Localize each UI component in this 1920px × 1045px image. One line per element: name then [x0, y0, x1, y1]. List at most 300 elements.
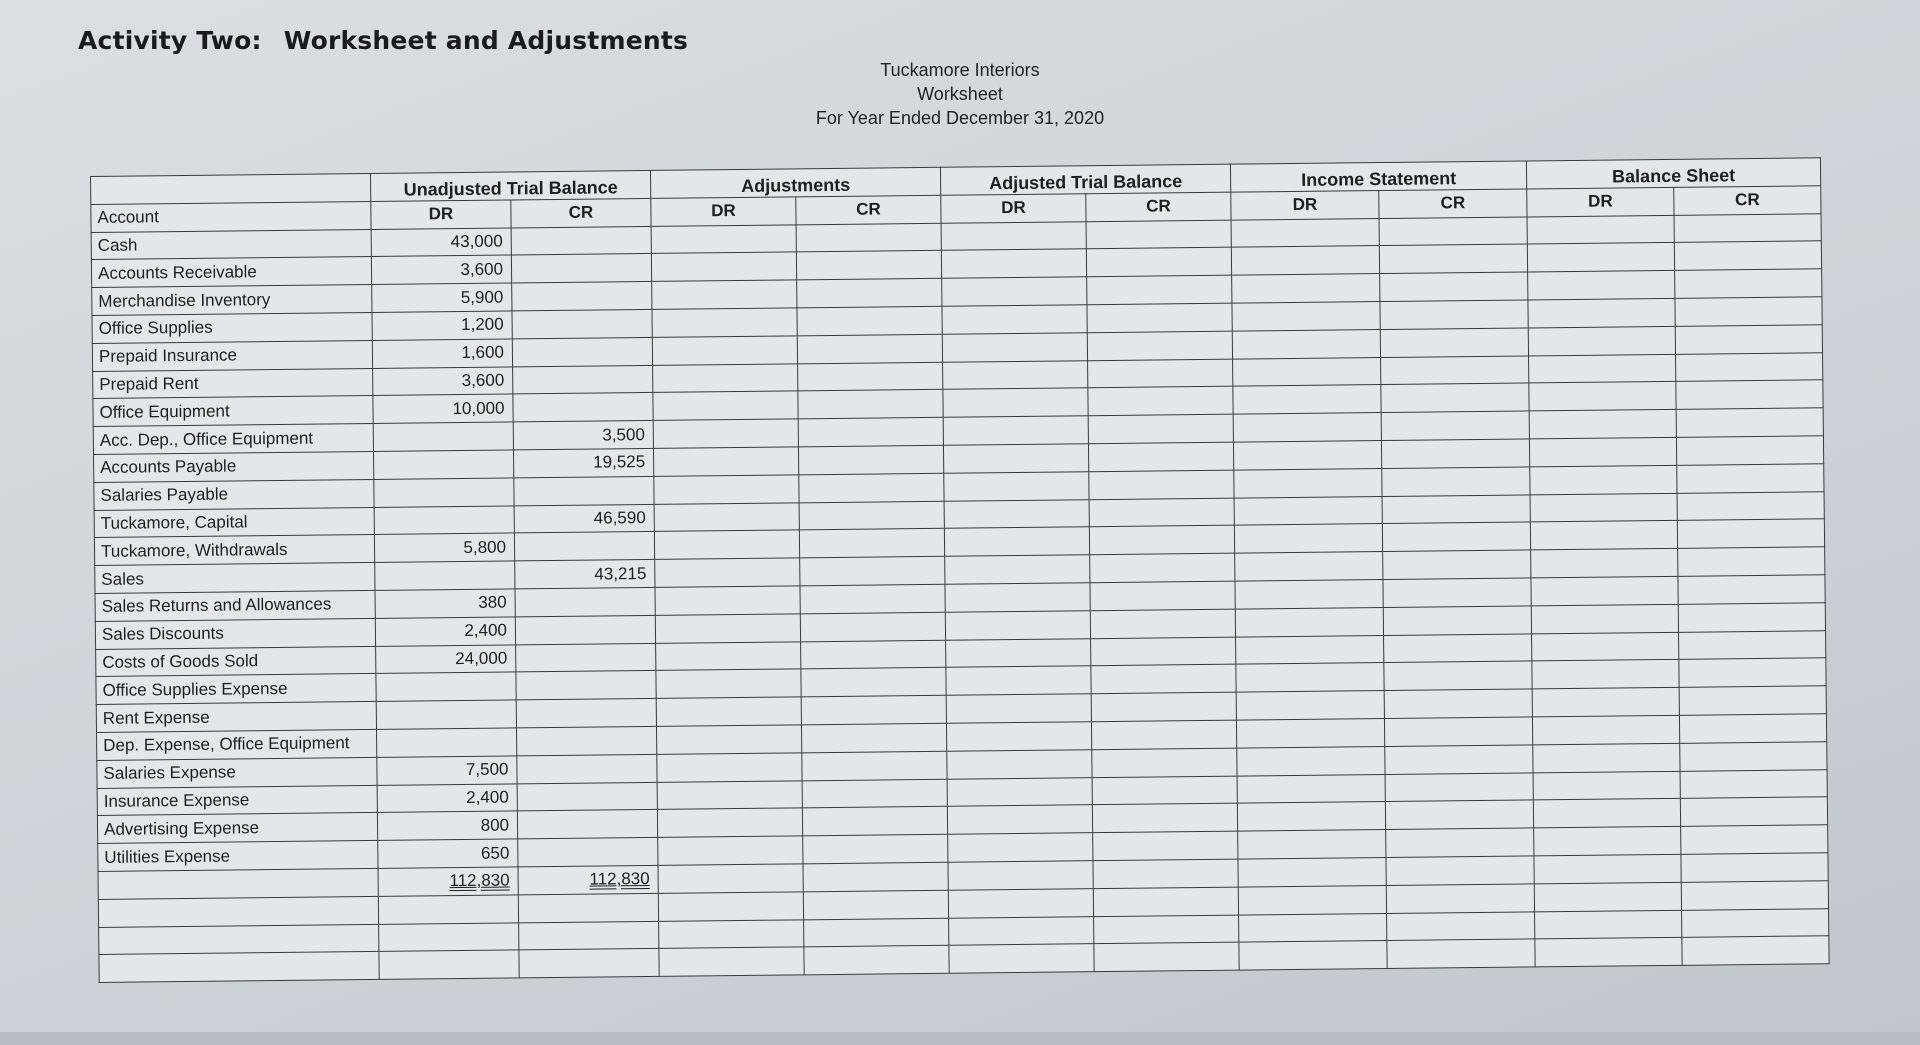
blank-cell [945, 555, 1090, 584]
blank-cell [1528, 326, 1675, 355]
unadjusted-cr-cell [512, 337, 652, 366]
account-cell: Tuckamore, Capital [94, 507, 374, 538]
unadjusted-dr-cell: 800 [377, 811, 517, 840]
blank-cell [1380, 300, 1528, 329]
blank-cell [1679, 686, 1826, 715]
total-cr-cell: 112,830 [518, 865, 658, 894]
unadjusted-dr-cell: 43,000 [371, 228, 511, 257]
blank-cell [1674, 241, 1821, 270]
blank-cell [99, 924, 379, 955]
account-cell: Accounts Receivable [91, 257, 371, 288]
blank-cell [1681, 880, 1828, 909]
blank-cell [1675, 325, 1822, 354]
blank-cell [652, 336, 797, 365]
blank-cell [946, 638, 1091, 667]
blank-cell [1530, 521, 1677, 550]
blank-cell [653, 391, 798, 420]
period-line: For Year Ended December 31, 2020 [815, 108, 1105, 128]
unadjusted-dr-cell [374, 478, 514, 507]
blank-cell [653, 363, 798, 392]
unadjusted-dr-cell [373, 422, 513, 451]
blank-cell [943, 444, 1088, 473]
blank-cell [799, 501, 944, 530]
blank-cell [657, 753, 802, 782]
blank-cell [1232, 302, 1380, 331]
blank-cell [1386, 828, 1534, 857]
blank-cell [797, 278, 942, 307]
blank-cell [1233, 385, 1381, 414]
blank-cell [1086, 220, 1231, 249]
blank-cell [942, 277, 1087, 306]
blank-cell [802, 779, 947, 808]
blank-cell [1381, 439, 1529, 468]
blank-cell [1236, 663, 1384, 692]
blank-cell [947, 777, 1092, 806]
unadjusted-cr-cell [514, 476, 654, 505]
blank-cell [1385, 772, 1533, 801]
blank-cell [1379, 244, 1527, 273]
blank-cell [943, 360, 1088, 389]
blank-cell [656, 669, 801, 698]
blank-cell [1681, 853, 1828, 882]
blank-cell [1092, 748, 1237, 777]
activity-title [78, 26, 688, 55]
blank-cell [1387, 911, 1535, 940]
unadjusted-dr-cell [376, 700, 516, 729]
group-header: Adjusted Trial Balance [940, 164, 1230, 195]
blank-cell [796, 223, 941, 252]
unadjusted-dr-cell [377, 728, 517, 757]
cr-header: CR [1379, 189, 1527, 218]
blank-cell [802, 751, 947, 780]
blank-cell [1238, 830, 1386, 859]
blank-cell [1529, 437, 1676, 466]
blank-cell [1383, 606, 1531, 635]
blank-cell [1678, 547, 1825, 576]
blank-cell [1675, 269, 1822, 298]
page-bottom-edge [0, 1032, 1920, 1045]
blank-cell [799, 529, 944, 558]
blank-cell [657, 725, 802, 754]
blank-cell [1236, 635, 1384, 664]
account-cell: Office Equipment [93, 396, 373, 427]
activity-heading: Worksheet and Adjustments [283, 26, 689, 55]
worksheet-body [91, 213, 1829, 982]
blank-cell [1233, 441, 1381, 470]
blank-cell [655, 586, 800, 615]
unadjusted-cr-cell: 43,215 [515, 560, 655, 589]
blank-cell [1091, 637, 1236, 666]
blank-cell [1088, 387, 1233, 416]
unadjusted-dr-cell [375, 561, 515, 590]
blank-cell [1677, 464, 1824, 493]
blank-cell [941, 221, 1086, 250]
blank-cell [1233, 357, 1381, 386]
unadjusted-cr-cell: 46,590 [514, 504, 654, 533]
blank-cell [802, 807, 947, 836]
blank-cell [1676, 408, 1823, 437]
blank-cell [1094, 942, 1239, 971]
blank-cell [1382, 522, 1530, 551]
blank-cell [804, 946, 949, 975]
blank-cell [944, 527, 1089, 556]
blank-cell [651, 252, 796, 281]
blank-cell [947, 749, 1092, 778]
blank-cell [379, 950, 519, 979]
account-cell: Prepaid Rent [93, 368, 373, 399]
blank-cell [1090, 609, 1235, 638]
blank-cell [655, 558, 800, 587]
blank-cell [98, 868, 378, 899]
blank-cell [1529, 382, 1676, 411]
blank-cell [1678, 602, 1825, 631]
blank-cell [1237, 774, 1385, 803]
blank-cell [1677, 519, 1824, 548]
blank-cell [949, 916, 1094, 945]
blank-cell [796, 251, 941, 280]
blank-cell [948, 861, 1093, 890]
account-cell: Accounts Payable [94, 451, 374, 482]
blank-cell [803, 834, 948, 863]
blank-cell [1094, 915, 1239, 944]
blank-cell [1534, 882, 1681, 911]
blank-cell [1235, 607, 1383, 636]
blank-cell [801, 640, 946, 669]
blank-cell [518, 893, 658, 922]
blank-cell [1531, 576, 1678, 605]
unadjusted-dr-cell [376, 672, 516, 701]
unadjusted-dr-cell: 10,000 [373, 394, 513, 423]
unadjusted-cr-cell [512, 309, 652, 338]
blank-cell [800, 612, 945, 641]
blank-cell [1678, 575, 1825, 604]
blank-cell [1528, 298, 1675, 327]
blank-cell [1233, 413, 1381, 442]
blank-cell [1087, 275, 1232, 304]
blank-cell [1535, 910, 1682, 939]
blank-cell [1379, 217, 1527, 246]
blank-cell [1091, 664, 1236, 693]
blank-cell [1527, 215, 1674, 244]
unadjusted-cr-cell [516, 671, 656, 700]
blank-cell [1236, 718, 1384, 747]
blank-cell [1087, 303, 1232, 332]
unadjusted-dr-cell: 1,600 [372, 339, 512, 368]
unadjusted-dr-cell [373, 450, 513, 479]
unadjusted-dr-cell [374, 505, 514, 534]
blank-cell [944, 471, 1089, 500]
blank-cell [1234, 496, 1382, 525]
blank-cell [1092, 776, 1237, 805]
blank-cell [945, 583, 1090, 612]
blank-cell [519, 921, 659, 950]
account-cell: Cash [91, 229, 371, 260]
blank-cell [1680, 797, 1827, 826]
account-cell: Acc. Dep., Office Equipment [93, 424, 373, 455]
blank-cell [800, 556, 945, 585]
blank-cell [1231, 218, 1379, 247]
blank-cell [1535, 938, 1682, 967]
blank-cell [654, 475, 799, 504]
blank-cell [1529, 354, 1676, 383]
blank-cell [798, 362, 943, 391]
blank-cell [948, 888, 1093, 917]
group-header: Income Statement [1230, 161, 1526, 192]
blank-cell [941, 249, 1086, 278]
blank-cell [1531, 548, 1678, 577]
unadjusted-dr-cell: 1,200 [372, 311, 512, 340]
blank-cell [946, 694, 1091, 723]
blank-cell [947, 722, 1092, 751]
blank-cell [1384, 633, 1532, 662]
blank-cell [651, 224, 796, 253]
blank-corner [91, 173, 371, 204]
blank-cell [1385, 800, 1533, 829]
unadjusted-dr-cell: 380 [375, 589, 515, 618]
account-cell: Sales Returns and Allowances [95, 590, 375, 621]
blank-cell [653, 447, 798, 476]
blank-cell [1086, 248, 1231, 277]
blank-cell [1383, 578, 1531, 607]
blank-cell [1682, 908, 1829, 937]
blank-cell [1234, 468, 1382, 497]
blank-cell [1090, 553, 1235, 582]
blank-cell [1088, 414, 1233, 443]
blank-cell [1532, 687, 1679, 716]
blank-cell [1675, 297, 1822, 326]
dr-header: DR [941, 194, 1086, 223]
blank-cell [798, 417, 943, 446]
unadjusted-cr-cell [518, 838, 658, 867]
blank-cell [1682, 936, 1829, 965]
blank-cell [1381, 356, 1529, 385]
blank-cell [1676, 352, 1823, 381]
unadjusted-cr-cell [515, 587, 655, 616]
blank-cell [797, 306, 942, 335]
total-dr-cell: 112,830 [378, 867, 518, 896]
unadjusted-cr-cell: 19,525 [513, 448, 653, 477]
account-cell: Advertising Expense [97, 813, 377, 844]
account-cell: Prepaid Insurance [92, 340, 372, 371]
unadjusted-cr-cell [511, 254, 651, 283]
blank-cell [942, 332, 1087, 361]
activity-label: Activity Two: [78, 26, 262, 55]
blank-cell [1533, 799, 1680, 828]
unadjusted-dr-cell: 5,800 [374, 533, 514, 562]
unadjusted-cr-cell: 3,500 [513, 421, 653, 450]
blank-cell [1237, 802, 1385, 831]
blank-cell [1531, 604, 1678, 633]
blank-cell [948, 833, 1093, 862]
blank-cell [1235, 579, 1383, 608]
blank-cell [1232, 274, 1380, 303]
blank-cell [1091, 692, 1236, 721]
company-name: Tuckamore Interiors [880, 60, 1040, 80]
blank-cell [1093, 859, 1238, 888]
blank-cell [1383, 550, 1531, 579]
blank-cell [1680, 741, 1827, 770]
unadjusted-dr-cell: 650 [378, 839, 518, 868]
blank-cell [798, 390, 943, 419]
blank-cell [801, 723, 946, 752]
account-column-header: Account [91, 201, 371, 232]
unadjusted-dr-cell: 2,400 [377, 783, 517, 812]
blank-cell [653, 419, 798, 448]
blank-cell [797, 334, 942, 363]
account-cell: Dep. Expense, Office Equipment [97, 729, 377, 760]
account-cell: Sales [95, 563, 375, 594]
account-cell: Salaries Expense [97, 757, 377, 788]
blank-cell [1532, 632, 1679, 661]
unadjusted-cr-cell [511, 226, 651, 255]
blank-cell [1090, 581, 1235, 610]
blank-cell [1384, 661, 1532, 690]
cr-header: CR [511, 198, 651, 227]
blank-cell [1380, 272, 1528, 301]
blank-cell [803, 862, 948, 891]
blank-cell [1674, 213, 1821, 242]
blank-cell [1235, 552, 1383, 581]
blank-cell [99, 952, 379, 983]
group-header: Adjustments [650, 167, 940, 198]
account-cell: Merchandise Inventory [92, 285, 372, 316]
blank-cell [943, 416, 1088, 445]
dr-header: DR [651, 197, 796, 226]
blank-cell [656, 641, 801, 670]
blank-cell [949, 944, 1094, 973]
blank-cell [654, 502, 799, 531]
blank-cell [1386, 856, 1534, 885]
unadjusted-cr-cell [517, 754, 657, 783]
blank-cell [1382, 494, 1530, 523]
blank-cell [1380, 328, 1528, 357]
blank-cell [804, 918, 949, 947]
unadjusted-cr-cell [517, 810, 657, 839]
dr-header: DR [371, 200, 511, 229]
unadjusted-cr-cell [513, 393, 653, 422]
blank-cell [379, 922, 519, 951]
blank-cell [1385, 745, 1533, 774]
dr-header: DR [1231, 190, 1379, 219]
blank-cell [1676, 380, 1823, 409]
blank-cell [658, 892, 803, 921]
blank-cell [798, 445, 943, 474]
blank-cell [946, 666, 1091, 695]
unadjusted-cr-cell [516, 726, 656, 755]
blank-cell [1387, 939, 1535, 968]
blank-cell [1532, 660, 1679, 689]
worksheet-table [90, 157, 1830, 983]
blank-cell [1534, 826, 1681, 855]
unadjusted-cr-cell [514, 532, 654, 561]
blank-cell [1528, 271, 1675, 300]
account-cell: Tuckamore, Withdrawals [94, 535, 374, 566]
blank-cell [1087, 331, 1232, 360]
blank-cell [1239, 913, 1387, 942]
blank-cell [652, 308, 797, 337]
blank-cell [1677, 491, 1824, 520]
blank-cell [1239, 941, 1387, 970]
blank-cell [1532, 715, 1679, 744]
blank-cell [1234, 524, 1382, 553]
account-cell: Costs of Goods Sold [96, 646, 376, 677]
blank-cell [801, 695, 946, 724]
blank-cell [1680, 769, 1827, 798]
blank-cell [1092, 803, 1237, 832]
blank-cell [1091, 720, 1236, 749]
unadjusted-cr-cell [516, 643, 656, 672]
blank-cell [655, 614, 800, 643]
unadjusted-dr-cell: 24,000 [376, 644, 516, 673]
blank-cell [98, 896, 378, 927]
blank-cell [803, 890, 948, 919]
blank-cell [1681, 825, 1828, 854]
blank-cell [1236, 691, 1384, 720]
document-name: Worksheet [917, 84, 1003, 104]
blank-cell [1679, 630, 1826, 659]
blank-cell [657, 808, 802, 837]
account-cell: Office Supplies Expense [96, 674, 376, 705]
blank-cell [659, 947, 804, 976]
unadjusted-dr-cell: 3,600 [371, 255, 511, 284]
unadjusted-cr-cell [517, 782, 657, 811]
blank-cell [1238, 857, 1386, 886]
blank-cell [1381, 383, 1529, 412]
blank-cell [1676, 436, 1823, 465]
blank-cell [1533, 771, 1680, 800]
unadjusted-dr-cell: 5,900 [372, 283, 512, 312]
blank-cell [378, 895, 518, 924]
blank-cell [1088, 359, 1233, 388]
blank-cell [1088, 442, 1233, 471]
blank-cell [1089, 525, 1234, 554]
blank-cell [1089, 498, 1234, 527]
account-cell: Sales Discounts [95, 618, 375, 649]
blank-cell [659, 919, 804, 948]
blank-cell [1093, 831, 1238, 860]
blank-cell [1093, 887, 1238, 916]
blank-cell [800, 584, 945, 613]
blank-cell [1382, 467, 1530, 496]
account-cell: Utilities Expense [98, 841, 378, 872]
account-cell: Office Supplies [92, 312, 372, 343]
blank-cell [944, 499, 1089, 528]
unadjusted-cr-cell [513, 365, 653, 394]
blank-cell [1530, 465, 1677, 494]
unadjusted-cr-cell [515, 615, 655, 644]
blank-cell [942, 305, 1087, 334]
cr-header: CR [796, 195, 941, 224]
blank-cell [656, 697, 801, 726]
blank-cell [1381, 411, 1529, 440]
cr-header: CR [1086, 192, 1231, 221]
blank-cell [947, 805, 1092, 834]
blank-cell [1679, 714, 1826, 743]
account-cell: Rent Expense [96, 702, 376, 733]
cr-header: CR [1674, 186, 1821, 215]
blank-cell [1527, 243, 1674, 272]
blank-cell [799, 473, 944, 502]
blank-cell [945, 610, 1090, 639]
blank-cell [801, 668, 946, 697]
unadjusted-dr-cell: 3,600 [373, 367, 513, 396]
blank-cell [1089, 470, 1234, 499]
blank-cell [1529, 410, 1676, 439]
group-header: Unadjusted Trial Balance [370, 170, 650, 201]
dr-header: DR [1527, 187, 1674, 216]
blank-cell [1237, 746, 1385, 775]
blank-cell [658, 864, 803, 893]
